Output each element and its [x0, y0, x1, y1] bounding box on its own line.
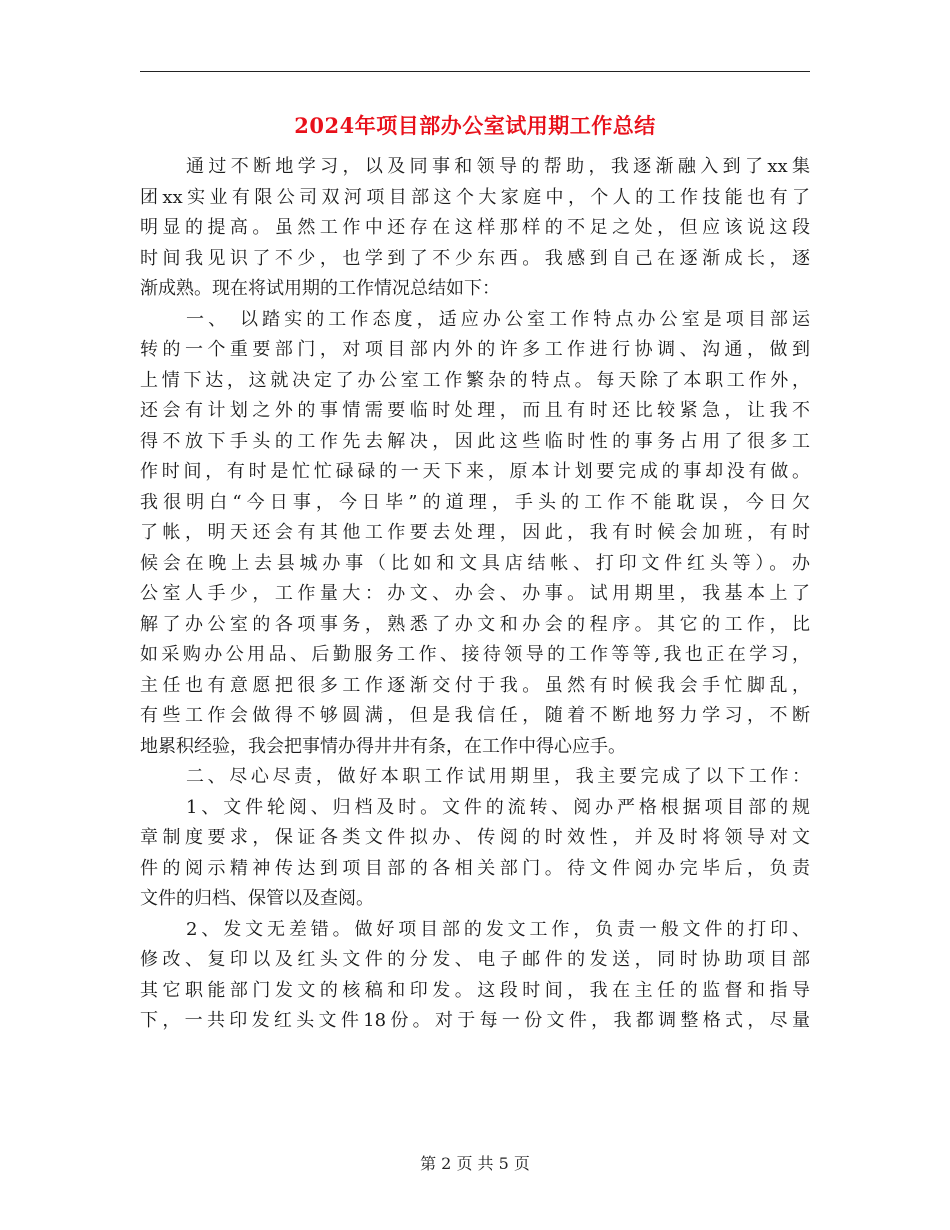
page-footer: 第 2 页 共 5 页	[420, 1154, 530, 1173]
text-line: 主任也有意愿把很多工作逐渐交付于我。虽然有时候我会手忙脚乱，	[140, 674, 810, 696]
text-line: 我很明白“今日事，今日毕”的道理，手头的工作不能耽误，今日欠	[140, 491, 810, 513]
text-line: 其它职能部门发文的核稿和印发。这段时间，我在主任的监督和指导	[140, 979, 810, 1001]
text-line: 下，一共印发红头文件18份。对于每一份文件，我都调整格式，尽量	[140, 1010, 810, 1031]
text-line: 通过不断地学习，以及同事和领导的帮助，我逐渐融入到了xx集	[186, 156, 810, 177]
text-line: 转的一个重要部门，对项目部内外的许多工作进行协调、沟通，做到	[140, 339, 810, 360]
text-line: 1、文件轮阅、归档及时。文件的流转、阅办严格根据项目部的规	[186, 796, 810, 818]
text-line: 解了办公室的各项事务，熟悉了办文和办会的程序。其它的工作，比	[140, 613, 810, 635]
header-rule	[140, 71, 810, 72]
text-line: 渐成熟。现在将试用期的工作情况总结如下：	[140, 278, 500, 299]
document-body	[140, 152, 810, 1037]
text-line: 候会在晚上去县城办事（比如和文具店结帐、打印文件红头等）。办	[140, 552, 810, 574]
text-line: 时间我见识了不少，也学到了不少东西。我感到自己在逐渐成长，逐	[140, 247, 810, 269]
text-line: 修改、复印以及红头文件的分发、电子邮件的发送，同时协助项目部	[140, 949, 810, 970]
text-line: 章制度要求，保证各类文件拟办、传阅的时效性，并及时将领导对文	[140, 827, 810, 848]
text-line: 地累积经验，我会把事情办得井井有条，在工作中得心应手。	[140, 735, 626, 757]
text-line: 还会有计划之外的事情需要临时处理，而且有时还比较紧急，让我不	[140, 400, 810, 421]
text-line: 得不放下手头的工作先去解决，因此这些临时性的事务占用了很多工	[140, 430, 810, 452]
text-line: 有些工作会做得不够圆满，但是我信任，随着不断地努力学习，不断	[140, 705, 810, 726]
text-line: 文件的归档、保管以及查阅。	[140, 888, 374, 909]
text-line: 一、 以踏实的工作态度，适应办公室工作特点办公室是项目部运	[186, 308, 810, 330]
text-line: 件的阅示精神传达到项目部的各相关部门。待文件阅办完毕后，负责	[140, 857, 810, 879]
text-line: 明显的提高。虽然工作中还存在这样那样的不足之处，但应该说这段	[140, 217, 810, 238]
text-line: 二、尽心尽责，做好本职工作试用期里，我主要完成了以下工作：	[186, 766, 810, 787]
text-line: 作时间，有时是忙忙碌碌的一天下来，原本计划要完成的事却没有做。	[140, 461, 810, 482]
text-line: 2、发文无差错。做好项目部的发文工作，负责一般文件的打印、	[186, 918, 810, 940]
document-title: 2024年项目部办公室试用期工作总结	[294, 113, 656, 138]
text-line: 公室人手少，工作量大：办文、办会、办事。试用期里，我基本上了	[140, 583, 810, 604]
text-line: 如采购办公用品、后勤服务工作、接待领导的工作等等,我也正在学习，	[140, 644, 810, 665]
text-line: 团xx实业有限公司双河项目部这个大家庭中，个人的工作技能也有了	[140, 186, 810, 208]
text-line: 了帐，明天还会有其他工作要去处理，因此，我有时候会加班，有时	[140, 522, 810, 543]
text-line: 上情下达，这就决定了办公室工作繁杂的特点。每天除了本职工作外，	[140, 369, 810, 391]
